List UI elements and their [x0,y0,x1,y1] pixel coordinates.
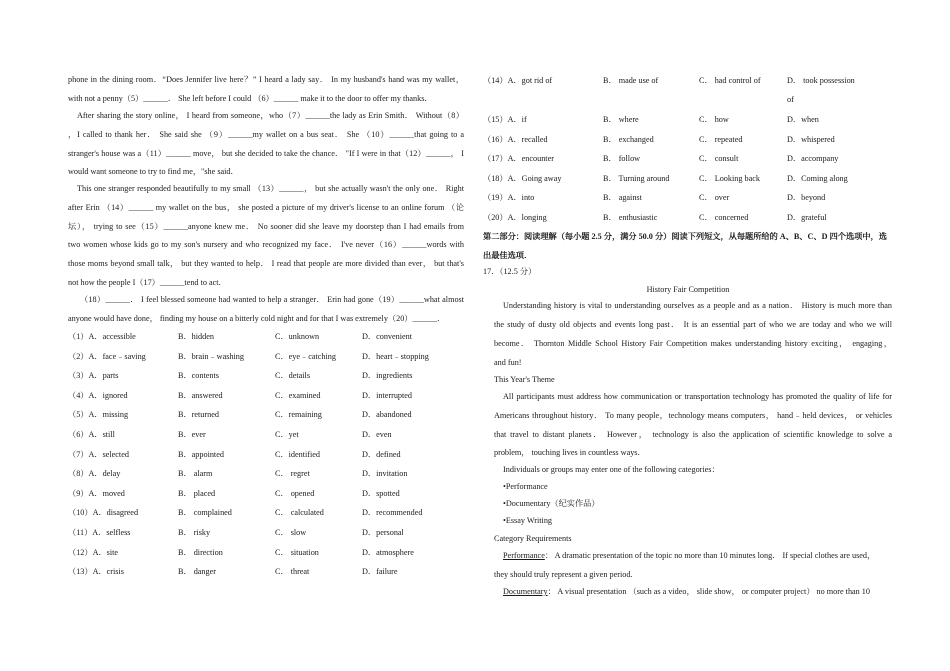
option-c: C．details [275,371,311,381]
option-d: D．whispered [787,134,835,144]
intro-line: the study of dusty old objects and events long past． It is an essential part of who we are today and who we will [494,320,892,329]
passage-line: After sharing the story online， I heard from someone，who（7）______the lady as Erin Smith． Without（8） [77,111,464,120]
option-c: C．remaining [275,410,322,420]
theme-line: Americans throughout history． To many people，technology means computers， hand﹣held devices， or vehicles [494,411,892,420]
option-a: （18）A．Going away [483,173,562,183]
option-d: D．ingredients [362,371,413,381]
option-a: （9）A．moved [68,488,125,498]
requirements-heading: Category Requirements [494,534,572,543]
option-b: B． complained [178,508,232,518]
option-a: （17）A．encounter [483,154,554,164]
section-heading-cont: 出最佳选项． [483,251,533,260]
option-c: C． threat [275,567,310,577]
option-d: D．personal [362,528,404,537]
option-b: B．contents [178,371,219,381]
option-a: （20）A．longing [483,213,547,222]
category-item: •Essay Writing [503,516,553,525]
option-c: C． slow [275,528,307,537]
option-c: C． over [699,193,730,203]
passage-line: anyone would have done， finding my house on a bitterly cold night and for that I was extremely（20）______． [68,314,446,323]
categories-intro: Individuals or groups may enter one of the following categories： [503,465,720,474]
option-b: B． enthusiastic [603,213,658,222]
article-title: History Fair Competition [646,285,730,294]
theme-heading: This Year's Theme [494,375,555,384]
option-c: C． calculated [275,508,324,518]
option-b: B．brain﹣washing [178,351,244,361]
option-a: （16）A．recalled [483,134,548,144]
option-d: D．atmosphere [362,547,414,557]
passage-line: 坛）， trying to see（15）______anyone knew me． No sooner did she leave my doorstep than I had emails from [68,222,464,231]
option-b: B． made use of [603,76,659,85]
option-a: （1）A．accessible [68,332,136,341]
performance-label: Performance [503,551,545,560]
section-heading: 第二部分：阅读理解（每小题 2.5 分，满分 50.0 分）阅读下列短文，从每题所给的 A、B、C、D 四个选项中，选 [483,232,887,241]
passage-line: ，I called to thank her． She said she （9）______my wallet on a bus seat． She （10）______that going to a [68,130,464,139]
option-a: （6）A．still [68,430,115,439]
option-a: （2）A．face﹣saving [68,351,146,361]
option-c: C． had control of [699,76,761,85]
performance-text: ： A dramatic presentation of the topic no more than 10 minutes long． If special clothes are used， [544,551,876,560]
option-d: D．defined [362,449,401,459]
option-c: C． opened [275,488,315,498]
passage-line: not how the people I（17）______tend to act． [68,278,227,287]
option-c: C．eye﹣catching [275,351,336,361]
option-c: C． regret [275,469,310,479]
option-d: D．failure [362,567,398,577]
option-b: B．answered [178,390,223,400]
option-d: D．when [787,115,819,124]
passage-line: with not a penny（5）______． She left before I could （6）______ make it to the door to offer my thanks． [68,94,433,103]
theme-line: that travel to distant planets． However， technology is also the application of scientific knowledge to solve a [494,430,892,439]
option-d: D．convenient [362,332,413,341]
passage-line: stranger's house was a（11）______ move， but she decided to take the chance． "If I were in that（12）______， I [68,149,464,158]
option-d: D． took possession [787,76,855,85]
intro-line: become． Thornton Middle School History Fair Competition makes understanding history exciting， engaging， [494,339,892,348]
option-d: D．Coming along [787,173,848,183]
passage-line: those moms beyond small talk， but they wanted to help． I read that people are more divided than ever， but that's [68,259,464,268]
theme-line: problem， touching lives in countless ways． [494,448,646,457]
option-a: （7）A．selected [68,449,129,459]
option-a: （4）A．ignored [68,390,128,400]
theme-line: All participants must address how communication or transportation technology has promoted the quality of life for [503,392,892,401]
option-c: C． consult [699,154,739,164]
documentary-label: Documentary [503,587,548,596]
question-number: 17．（12.5 分） [483,267,537,276]
option-d: D．invitation [362,469,408,479]
option-d: D．accompany [787,154,839,164]
category-item: •Documentary（纪实作品） [503,499,600,508]
option-a: （5）A．missing [68,410,129,420]
option-b: B． Turning around [603,173,670,183]
option-c: C． repeated [699,134,743,144]
option-a: （8）A．delay [68,469,121,479]
option-b: B． alarm [178,469,213,479]
performance-line-cont: they should truly represent a given period. [494,570,633,579]
passage-line: phone in the dining room．“Does Jennifer live here？” I heard a lady say． In my husband's hand was my wallet， [68,75,464,84]
passage-line: would want someone to try to find me，"she said． [68,167,239,176]
option-d: D．grateful [787,213,827,222]
passage-line: This one stranger responded beautifully to my small （13）______， but she actually wasn't the only one． Right [77,184,464,193]
option-c: C．examined [275,390,321,400]
intro-line: Understanding history is vital to understanding ourselves as a people and as a nation． History is much more than [503,301,892,310]
option-a: （19）A．into [483,193,535,203]
option-d-cont: of [787,95,794,104]
category-item: •Performance [503,482,548,491]
option-c: C．unknown [275,332,320,341]
option-b: B．ever [178,430,206,439]
passage-line: after Erin （14）______ my wallet on the bus， she posted a picture of my driver's license to an online forum （论 [68,203,464,212]
option-d: D．abandoned [362,410,412,420]
option-a: （14）A．got rid of [483,76,553,85]
option-c: C． concerned [699,213,749,222]
option-c: C． situation [275,547,319,557]
option-b: B． placed [178,488,216,498]
option-d: D．heart﹣stopping [362,351,429,361]
option-b: B．returned [178,410,219,420]
option-a: （3）A．parts [68,371,119,381]
documentary-text: ： A visual presentation （such as a video， slide show， or computer project） no more than 10 [547,587,870,596]
option-d: D．interrupted [362,390,413,400]
option-a: （15）A．if [483,115,527,124]
passage-line: （18）______． I feel blessed someone had wanted to help a stranger． Erin had gone（19）______what almost [80,295,464,304]
option-a: （10）A．disagreed [68,508,139,518]
performance-line [503,551,875,561]
option-a: （13）A．crisis [68,567,124,577]
option-b: B． against [603,193,642,203]
passage-line: two women whose kids go to my son's nursery and who recognized my face． I've never（16）______words with [68,240,464,249]
option-d: D．spotted [362,488,400,498]
option-b: B． where [603,115,639,124]
option-b: B．hidden [178,332,214,341]
option-b: B．appointed [178,449,224,459]
option-d: D．even [362,430,392,439]
option-a: （11）A．selfless [68,528,131,537]
option-b: B． risky [178,528,211,537]
option-b: B． direction [178,547,223,557]
option-d: D．recommended [362,508,423,518]
option-c: C．identified [275,449,321,459]
option-c: C． Looking back [699,173,760,183]
option-c: C．yet [275,430,299,439]
option-d: D．beyond [787,193,826,203]
intro-line: and fun! [494,358,522,367]
option-b: B． exchanged [603,134,654,144]
option-c: C． how [699,115,729,124]
option-a: （12）A．site [68,547,119,557]
option-b: B． danger [178,567,216,577]
documentary-line [503,587,870,597]
option-b: B． follow [603,154,641,164]
